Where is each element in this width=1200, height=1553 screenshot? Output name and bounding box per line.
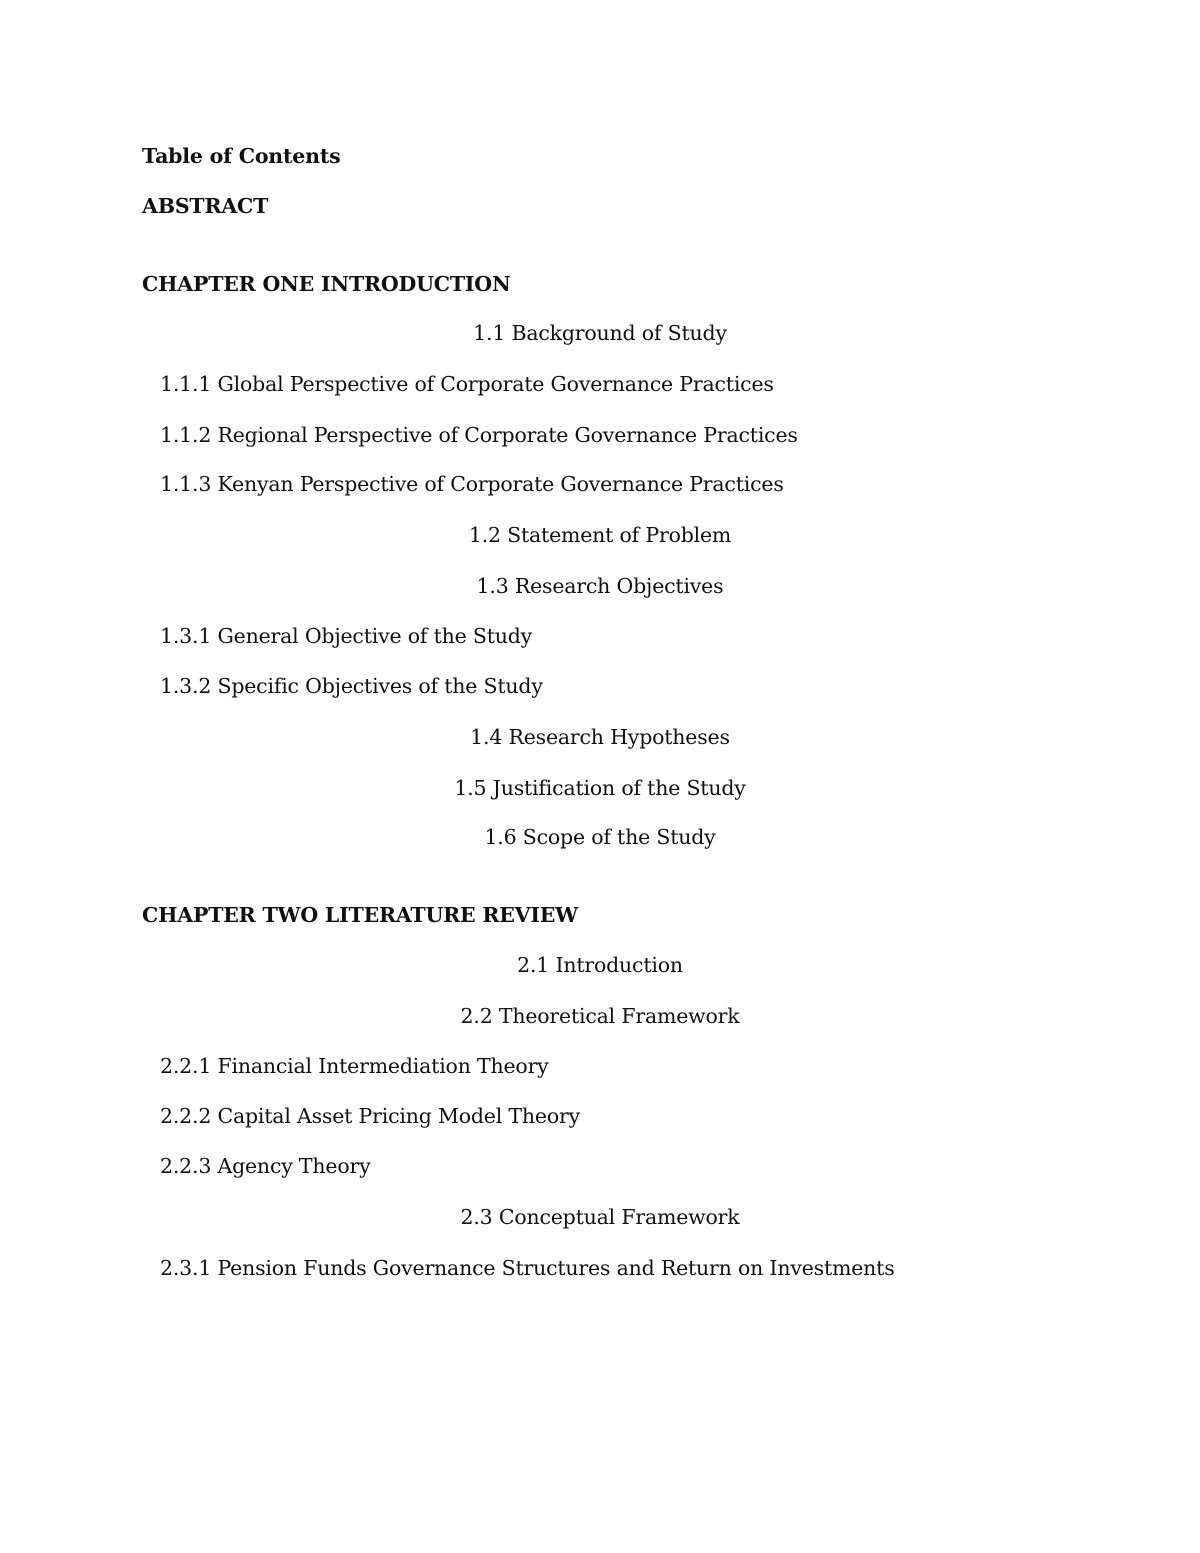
toc-subsection: 1.1.1 Global Perspective of Corporate Governance Practices [160, 372, 774, 396]
toc-subsection: 1.3.1 General Objective of the Study [160, 624, 533, 648]
toc-abstract: ABSTRACT [142, 194, 269, 218]
toc-subsection: 1.1.3 Kenyan Perspective of Corporate Governance Practices [160, 472, 784, 496]
toc-section: 2.1 Introduction [517, 953, 683, 977]
toc-section: 1.5 Justification of the Study [454, 776, 746, 800]
toc-subsection: 1.3.2 Specific Objectives of the Study [160, 674, 543, 698]
toc-section: 1.4 Research Hypotheses [470, 725, 730, 749]
chapter-one-heading: CHAPTER ONE INTRODUCTION [142, 272, 511, 296]
toc-subsection: 2.2.1 Financial Intermediation Theory [160, 1054, 549, 1078]
toc-section: 1.3 Research Objectives [476, 574, 724, 598]
toc-subsection: 2.2.2 Capital Asset Pricing Model Theory [160, 1104, 580, 1128]
toc-subsection: 1.1.2 Regional Perspective of Corporate Governance Practices [160, 423, 798, 447]
toc-section: 1.2 Statement of Problem [468, 523, 732, 547]
chapter-two-heading: CHAPTER TWO LITERATURE REVIEW [142, 903, 578, 927]
toc-title: Table of Contents [142, 144, 341, 168]
toc-subsection: 2.3.1 Pension Funds Governance Structures and Return on Investments [160, 1256, 895, 1280]
toc-subsection: 2.2.3 Agency Theory [160, 1154, 371, 1178]
toc-section: 2.2 Theoretical Framework [460, 1004, 740, 1028]
toc-section: 2.3 Conceptual Framework [460, 1205, 740, 1229]
toc-section: 1.6 Scope of the Study [484, 825, 716, 849]
toc-section: 1.1 Background of Study [473, 321, 727, 345]
